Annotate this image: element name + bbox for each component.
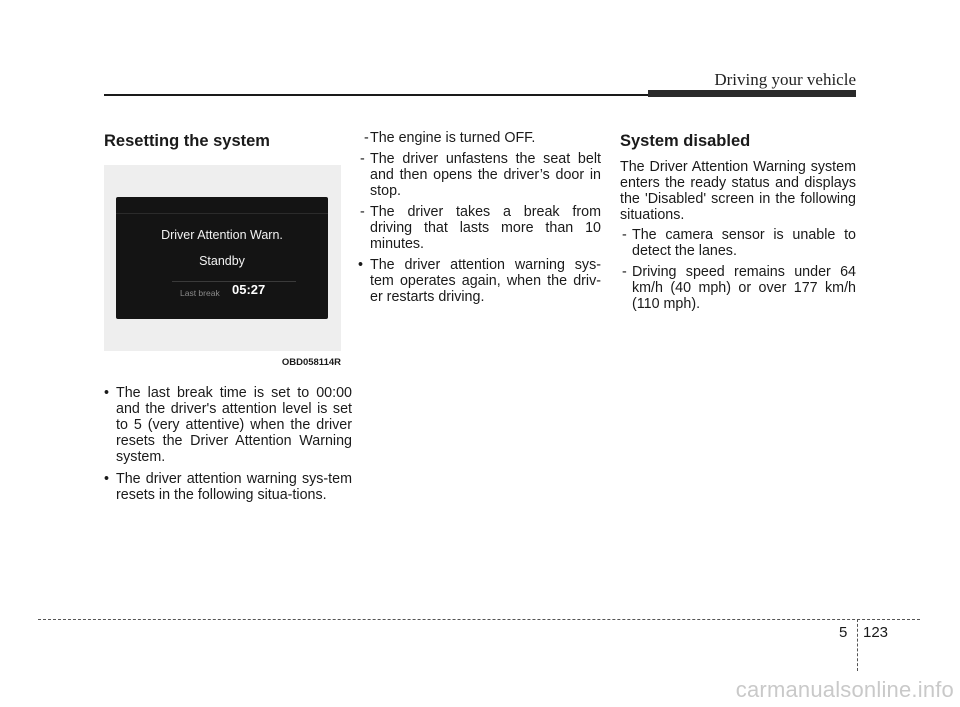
list-item: - The driver unfastens the seat belt and then opens the driver’s door in stop. — [358, 151, 601, 199]
page-chapter-number: 5 — [839, 624, 848, 641]
cluster-screen — [116, 197, 328, 319]
footer-rule — [38, 619, 920, 620]
last-break-label: Last break — [180, 288, 220, 298]
section-heading-disabled: System disabled — [620, 132, 751, 150]
list-item: - The camera sensor is unable to detect the lanes. — [620, 227, 856, 259]
list-item: - The driver takes a break from driving that lasts more than 10 minutes. — [358, 204, 601, 252]
header-rule — [104, 94, 650, 96]
column-middle — [358, 130, 601, 311]
watermark-link[interactable]: carmanualsonline.info — [735, 677, 954, 702]
screen-status: Standby — [199, 254, 245, 268]
last-break-time: 05:27 — [232, 282, 266, 297]
column-left — [104, 126, 352, 509]
footer-divider — [857, 619, 858, 671]
list-item: • The last break time is set to 00:00 and the driver's attention level is set to 5 (very attentive) when the driver resets the Driver Attention Warning system. — [104, 385, 352, 465]
screen-divider-top — [116, 213, 328, 214]
dash-list — [358, 130, 601, 252]
paragraph-intro: The Driver Attention Warning system enters the ready status and displays the 'Disabled' screen in the following situations. — [620, 159, 856, 223]
bullet-list — [358, 257, 601, 305]
list-item: • The driver attention warning sys-tem operates again, when the driv-er restarts driving. — [358, 257, 601, 305]
list-item: - Driving speed remains under 64 km/h (40 mph) or over 177 km/h (110 mph). — [620, 264, 856, 312]
dash-list — [620, 227, 856, 312]
page-number: 123 — [863, 624, 889, 641]
list-item: • The driver attention warning sys-tem resets in the following situa-tions. — [104, 471, 352, 503]
figure-cluster-display — [104, 165, 341, 351]
bullet-list — [104, 385, 352, 503]
chapter-title: Driving your vehicle — [714, 70, 856, 89]
header-rule-accent — [648, 90, 856, 97]
screen-title: Driver Attention Warn. — [161, 228, 283, 242]
figure-caption: OBD058114R — [281, 357, 341, 368]
column-right — [620, 131, 856, 317]
list-item: - The engine is turned OFF. — [358, 130, 601, 146]
section-heading-resetting: Resetting the system — [104, 132, 270, 150]
